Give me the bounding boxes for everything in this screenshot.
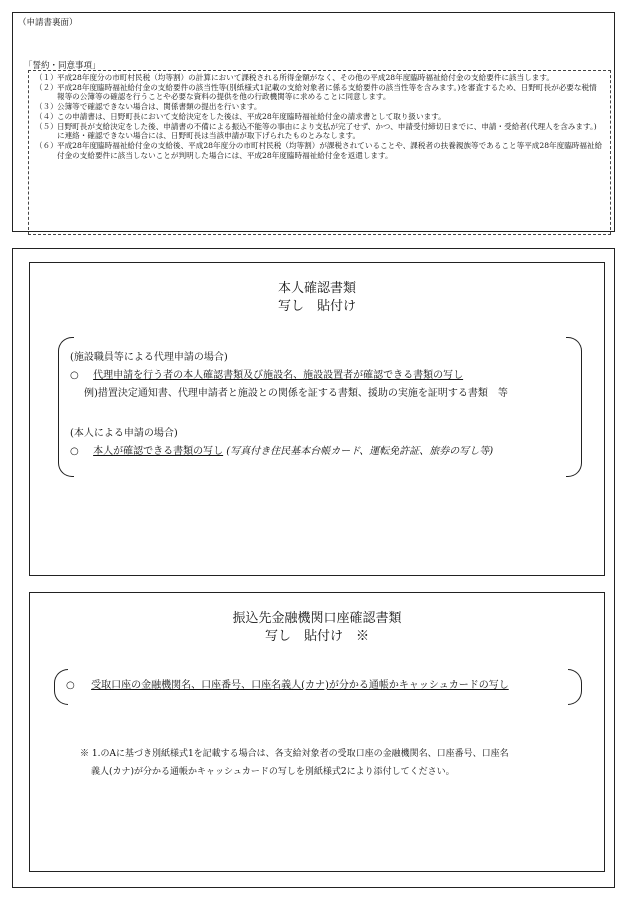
circle-mark: ○ <box>66 680 75 691</box>
form-back-header: （申請書裏面） <box>18 18 78 28</box>
bank-note <box>80 745 509 781</box>
pledge-title: 「誓約・同意事項」 <box>24 61 101 71</box>
bracket-right <box>568 669 582 705</box>
proxy-application-heading: (施設職員等による代理申請の場合) <box>70 352 228 363</box>
pledge-item-number: （１） <box>35 73 58 82</box>
pledge-item-text: 平成28年度臨時福祉給付金の支給要件の該当性等(別紙様式1記載の支給対象者に係る支給要件の該当性等を含みます。)を審査するため、日野町長が必要な税情報等の公簿等の確認を行うことや必要な資料の提供を他の行政機関等に求めることに同意します。 <box>57 82 597 102</box>
self-document-note: (写真付き住民基本台帳カード、運転免許証、旅券の写し等) <box>226 446 494 457</box>
pledge-item-text: 日野町長が支給決定をした後、申請書の不備による振込不能等の事由により支払が完了せず、かつ、申請受付締切日までに、申請・受給者(代理人を含みます。)に連絡・確認できない場合には、日野町長は当該申請が取下げられたものとみなします。 <box>57 121 597 141</box>
pledge-item <box>35 141 604 160</box>
pledge-item-number: （６） <box>35 140 58 150</box>
pledge-item <box>35 83 604 102</box>
pledge-item-number: （３） <box>35 102 58 112</box>
id-document-paste-area <box>29 262 605 576</box>
pledge-item-text: この申請書は、日野町長において支給決定をした後は、平成28年度臨時福祉給付金の請求書として取り扱います。 <box>57 111 446 121</box>
bank-section-subtitle: 写し 貼付け ※ <box>264 629 369 644</box>
proxy-document-text: 代理申請を行う者の本人確認書類及び施設名、施設設置者が確認できる書類の写し <box>93 370 464 381</box>
bank-document-text: 受取口座の金融機関名、口座番号、口座名義人(カナ)が分かる通帳かキャッシュカードの写し <box>91 680 509 691</box>
id-section-subtitle: 写し 貼付け <box>277 299 356 314</box>
pledge-item-text: 平成28年度臨時福祉給付金の支給後、平成28年度分の市町村民税（均等割）が課税されていることや、課税者の扶養親族等であること等平成28年度臨時福祉給付金の支給要件に該当しないことが判明した場合には、平成28年度臨時福祉給付金を返還します。 <box>57 140 603 160</box>
bank-document-item <box>66 679 509 693</box>
self-document-text: 本人が確認できる書類の写し <box>93 446 224 457</box>
pledge-list <box>35 73 604 160</box>
pledge-item-number: （５） <box>35 121 58 131</box>
bracket-right <box>566 337 582 477</box>
proxy-document-item <box>70 369 463 383</box>
pledge-item-text: 公簿等で確認できない場合は、関係書類の提出を行います。 <box>57 102 262 112</box>
circle-mark: ○ <box>70 370 79 381</box>
id-section-title: 本人確認書類 <box>277 281 356 296</box>
bank-note-line: ※ 1.のAに基づき別紙様式1を記載する場合は、各支給対象者の受取口座の金融機関名、口座番号、口座名 <box>80 749 509 759</box>
pledge-item-number: （４） <box>35 111 58 121</box>
pledge-item <box>35 112 604 122</box>
bank-document-paste-area <box>29 592 605 872</box>
pledge-item-text: 平成28年度分の市町村民税（均等割）の計算において課税される所得金額がなく、その他の平成28年度臨時福祉給付金の支給要件に該当します。 <box>57 73 554 82</box>
pledge-item-number: （２） <box>35 82 58 92</box>
pledge-content <box>12 12 615 232</box>
pledge-item <box>35 102 604 112</box>
bank-note-line: 義人(カナ)が分かる通帳かキャッシュカードの写しを別紙様式2により添付してください。 <box>91 767 455 777</box>
circle-mark: ○ <box>70 446 79 457</box>
self-document-item <box>70 445 493 459</box>
pledge-item <box>35 122 604 141</box>
pledge-items-box <box>28 70 611 235</box>
bank-section-title: 振込先金融機関口座確認書類 <box>232 611 402 626</box>
self-application-heading: (本人による申請の場合) <box>70 428 178 439</box>
pledge-item <box>35 73 604 83</box>
proxy-document-example: 例)措置決定通知書、代理申請者と施設との関係を証する書類、援助の実施を証明する書類 等 <box>84 388 508 399</box>
